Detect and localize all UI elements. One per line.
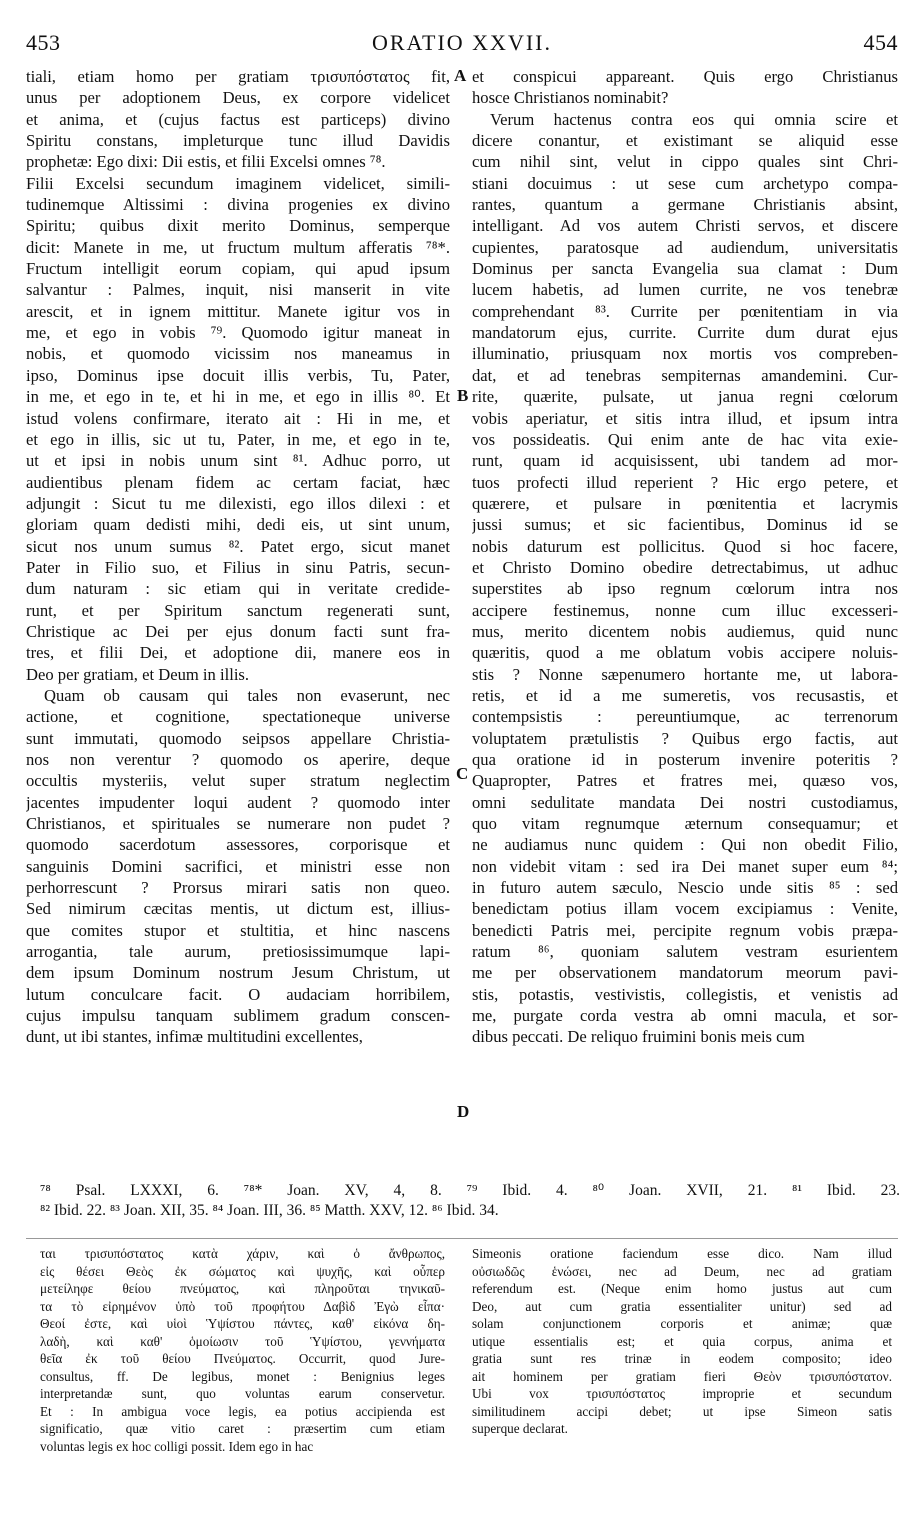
text-line: jacentes impudenter loqui audent ? quomodo inter: [26, 792, 450, 812]
text-line: lutum conculcare facit. O audaciam horribilem,: [26, 984, 450, 1004]
text-line: Quapropter, Patres et fratres mei, quæso vos,: [472, 771, 898, 791]
text-line: Quam ob causam qui tales non evaserunt, nec: [44, 685, 450, 705]
footnote-references: [40, 1181, 900, 1221]
text-line: runt, et per Spiritum sanctum regenerati sunt,: [26, 600, 450, 620]
text-line: quæritis, quod a me oblatum vobis accipere noluis-: [472, 643, 898, 663]
text-line: me per observationem mandatorum meorum pavi-: [472, 963, 898, 983]
text-line: tudinemque Altissimi : divina progenies ex divino: [26, 195, 450, 215]
text-line: Ubi vox τρισυπόστατος improprie et secundum: [472, 1386, 892, 1402]
text-line: ται τρισυπόστατος κατὰ χάριν, καὶ ὁ ἄνθρωπος,: [40, 1246, 445, 1261]
text-line: in me, et ego in te, et hi in me, et ego in illis ⁸⁰. Et: [26, 387, 450, 407]
text-line: Spiritu constans, impleturque tunc illud Davidis: [26, 131, 450, 151]
text-line: nos non verentur ? quomodo os aperire, deque: [26, 750, 450, 769]
text-line: Christianos, et spirituales se numerare non pudet ?: [26, 814, 450, 834]
text-line: arescit, et in ignem mittitur. Manete igitur vos in: [26, 301, 450, 321]
text-line: quærere, et pulsare in pœnitentia et lacrymis: [472, 493, 898, 513]
text-line: quo vitam regnumque æternum consequamur; et: [472, 814, 898, 834]
text-line: arrogantia, tale aurum, pretiosissimumque lapi-: [26, 942, 450, 962]
page-number-right: 454: [863, 30, 898, 55]
left-text-column: [26, 66, 450, 1048]
text-line: dem ipsum Dominum nostrum Jesum Christum, ut: [26, 963, 450, 983]
margin-marker-b: B: [457, 386, 469, 405]
text-line: perhorrescunt ? Prorsus mirari satis non queo.: [26, 878, 450, 898]
text-line: accipere festinemus, nonne cum illuc excesseri-: [472, 600, 898, 620]
text-line: omni sedulitate mandata Dei nostri custodiamus,: [472, 792, 898, 812]
text-line: retis, et id a me sumeretis, vos recusastis, et: [472, 685, 898, 705]
text-line: Deo per gratiam, et Deum in illis.: [26, 664, 250, 684]
text-line: consultus, ff. De legibus, monet : Benignius leges: [40, 1368, 445, 1384]
text-line: sanguinis Domini sacrifici, et ministri esse non: [26, 856, 450, 876]
text-line: voluptatem prætulistis ? Quibus ergo factis, aut: [472, 728, 898, 748]
notes-left-column: [40, 1245, 445, 1456]
text-line: utique essentialis est; et quia corpus, anima et: [472, 1333, 892, 1349]
text-line: Simeonis oratione faciendum esse dico. Nam illud: [472, 1246, 892, 1261]
text-line: Sed nimirum cæcitas mentis, ut dictum est, illius-: [26, 899, 450, 919]
text-line: lucem habetis, ad lumen currite, ne vos tenebræ: [472, 280, 898, 300]
text-line: contempsistis : pereuntiumque, ac terrenorum: [472, 707, 898, 727]
text-line: ne audiamus nunc quidem : Qui non obedit Filio,: [472, 835, 898, 855]
text-line: adjungit : Sicut tu me dilexisti, ego illos dilexi : et: [26, 493, 450, 513]
text-line: que comites stupor et stultitia, et hinc nascens: [26, 920, 450, 940]
notes-divider: [26, 1238, 898, 1239]
text-line: vobis aperiatur, et sitis intra illud, et ipsum intra: [472, 408, 898, 428]
text-line: significatio, quæ vitio caret : præsertim cum etiam: [40, 1421, 445, 1437]
text-line: stiani docuimus : ut sese cum archetypo compa-: [472, 173, 898, 193]
text-line: rantes, quantum a germane Christianis absint,: [472, 195, 898, 215]
text-line: λαδὴ, καὶ καθ' ὁμοίωσιν τοῦ Ὑψίστου, γεννήματα: [40, 1333, 445, 1349]
text-line: dicit: Manete in me, ut fructum multum afferatis ⁷⁸*.: [26, 237, 450, 257]
text-line: nobis, et quomodo vicissim nos maneamus in: [26, 344, 450, 364]
text-line: ⁷⁸ Psal. LXXXI, 6. ⁷⁸* Joan. XV, 4, 8. ⁷⁹ Ibid. 4. ⁸⁰ Joan. XVII, 21. ⁸¹ Ibid. 23.: [40, 1182, 900, 1199]
text-line: occultis mysteriis, velut super stratum neglectim: [26, 771, 450, 791]
text-line: mus, merito dicentem nobis audiemus, quid nunc: [472, 621, 898, 641]
text-line: jussi sumus; et sic facientibus, Dominus id se: [472, 515, 898, 535]
text-line: Fructum intelligit eorum copiam, qui apud ipsum: [26, 259, 450, 279]
text-line: dibus peccati. De reliquo fruimini bonis meis cum: [472, 1027, 805, 1047]
text-line: hosce Christianos nominabit?: [472, 88, 669, 108]
text-line: Θεοί ἐστε, καὶ υἱοὶ Ὑψίστου πάντες, καθ' εἰκόνα δη-: [40, 1316, 445, 1332]
page-number-left: 453: [26, 30, 61, 55]
text-line: cupientes, paratosque ad audiendum, universitatis: [472, 237, 898, 257]
text-line: audientibus plenam fidem ac certam faciat, hæc: [26, 472, 450, 492]
text-line: referendum est. (Neque enim homo justus aut cum: [472, 1281, 892, 1297]
text-line: similitudinem accipi debet; ut ipse Simeon satis: [472, 1403, 892, 1419]
text-line: Deo, aut cum gratia essentialiter unitur) sed ad: [472, 1298, 892, 1314]
text-line: qua oratione id in posterum invenire poteritis ?: [472, 750, 898, 769]
right-text-column: [472, 66, 898, 1048]
text-line: gratia sunt res trinæ in eodem composito; ideo: [472, 1351, 892, 1367]
text-line: benedicti Patris mei, percipite regnum vobis præpa-: [472, 920, 898, 940]
text-line: et ego in illis, sic ut tu, Pater, in me, et ego in te,: [26, 429, 450, 449]
text-line: dicere conantur, et existimant se aliquid esse: [472, 131, 898, 151]
text-line: et anima, et (cujus factus est particeps) divino: [26, 109, 450, 129]
text-line: Verum hactenus contra eos qui omnia scire et: [490, 109, 898, 129]
text-line: Pater in Filio suo, et Filius in sinu Patris, secun-: [26, 557, 450, 577]
text-line: benedictam potius illam vocem excipiamus : Venite,: [472, 899, 898, 919]
text-line: me, purgate corda vestra ab omni macula, et sor-: [472, 1006, 898, 1026]
text-line: Et : In ambigua voce legis, ea potius accipienda est: [40, 1403, 445, 1419]
text-line: ⁸² Ibid. 22. ⁸³ Joan. XII, 35. ⁸⁴ Joan. III, 36. ⁸⁵ Matth. XXV, 12. ⁸⁶ Ibid. 34.: [40, 1202, 499, 1219]
text-line: Christique ac Dei per ejus donum facti sunt fra-: [26, 621, 450, 641]
text-line: dat, et ad tenebras sempiternas amandemini. Cur-: [472, 365, 898, 385]
text-line: voluntas legis ex hoc colligi possit. Idem ego in hac: [40, 1439, 314, 1455]
text-line: intelligant. Ad vos autem Christi servos, et discere: [472, 216, 898, 236]
text-line: rite, quærite, pulsate, ut janua regni cœlorum: [472, 387, 898, 407]
text-line: μετείληφε θείου πνεύματος, καὶ πληροῦται τηνικαῦ-: [40, 1281, 445, 1297]
text-line: me, et ego in vobis ⁷⁹. Quomodo igitur maneat in: [26, 323, 450, 343]
notes-right-column: [472, 1245, 892, 1438]
text-line: θεῖα ἐκ τοῦ θείου Πνεύματος. Occurrit, quod Jure-: [40, 1351, 445, 1367]
text-line: stis, potastis, vestivistis, collegistis, et venistis ad: [472, 984, 898, 1004]
text-line: superque declarat.: [472, 1421, 568, 1437]
text-line: gloriam quam dedisti mihi, dedi eis, ut sint unum,: [26, 515, 450, 535]
text-line: actione, et cognitione, spectationeque universe: [26, 707, 450, 727]
text-line: Dominus per sancta Evangelia sua clamat : Dum: [472, 259, 898, 279]
text-line: dunt, ut ibi stantes, infimæ multitudini excellentes,: [26, 1027, 363, 1047]
margin-marker-d: D: [457, 1102, 470, 1121]
text-line: τα τὸ εἰρημένον ὑπὸ τοῦ προφήτου Δαβὶδ Ἐγὼ εἶπα·: [40, 1298, 445, 1314]
text-line: ipso, Dominus ipse docuit illis verbis, Tu, Pater,: [26, 365, 450, 385]
text-line: superstites ab ipso regnum cœlorum intra nos: [472, 579, 898, 599]
text-line: prophetæ: Ego dixi: Dii estis, et filii Excelsi omnes ⁷⁸.: [26, 152, 386, 172]
text-line: et conspicui appareant. Quis ergo Christianus: [472, 67, 898, 86]
text-line: cujus impulsu tanquam sublimem gradum conscen-: [26, 1006, 450, 1026]
text-line: cum nihil sint, velut in cippo quales sint Chri-: [472, 152, 898, 172]
text-line: Filii Excelsi secundum imaginem videlicet, simili-: [26, 173, 450, 193]
text-line: οὐσιωδῶς ἑνώσει, nec ad Deum, nec ad gratiam: [472, 1263, 892, 1279]
text-line: ait hominem per gratiam fieri Θεὸν τρισυπόστατον.: [472, 1368, 892, 1384]
margin-marker-c: C: [456, 764, 469, 783]
text-line: unus per adoptionem Deus, ex corpore videlicet: [26, 88, 450, 108]
text-line: ut et ipsi in nobis unum sint ⁸¹. Adhuc porro, ut: [26, 451, 450, 471]
text-line: vos possideatis. Qui enim ante de hac vita exie-: [472, 429, 898, 449]
text-line: comprehendant ⁸³. Currite per pœnitentiam in via: [472, 301, 898, 321]
text-line: salvantur : Palmes, inquit, nisi manserit in vite: [26, 280, 450, 300]
text-line: ratum ⁸⁶, quoniam salutem vestram esurientem: [472, 942, 898, 962]
text-line: dum naturam : sic etiam qui in veritate credide-: [26, 579, 450, 599]
text-line: sunt immutati, quomodo seipsos appellare Christia-: [26, 728, 450, 748]
text-line: istud volens confirmare, iterato ait : Hi in me, et: [26, 408, 450, 428]
text-line: runt, quam id acquisissent, ubi tandem ad mor-: [472, 451, 898, 471]
text-line: non videbit vitam : sed ira Dei manet super eum ⁸⁴;: [472, 856, 898, 876]
text-line: sicut nos unum sumus ⁸². Patet ergo, sicut manet: [26, 536, 450, 556]
text-line: solam conjunctionem corporis et animæ; quæ: [472, 1316, 892, 1332]
text-line: in futuro autem sæculo, Nescio unde sitis ⁸⁵ : sed: [472, 878, 898, 898]
margin-marker-a: A: [454, 66, 467, 85]
text-line: quomodo sacerdotum assessores, corporisque et: [26, 835, 450, 855]
text-line: interpretandæ sunt, quo voluntas earum conservetur.: [40, 1386, 445, 1402]
text-line: illuminatio, priusquam nox mortis vos compreben-: [472, 344, 898, 364]
text-line: nobis daturum est pollicitus. Quod si hoc facere,: [472, 536, 898, 556]
page-header: [26, 30, 898, 64]
text-line: tres, et filii Dei, et adoptione dii, manere eos in: [26, 643, 450, 663]
text-line: tiali, etiam homo per gratiam τρισυπόστατος fit,: [26, 67, 450, 86]
text-line: mandatorum ejus, currite. Currite dum durat ejus: [472, 323, 898, 343]
running-title: ORATIO XXVII.: [372, 30, 552, 55]
text-line: et Christo Domino obedire detrectabimus, ut adhuc: [472, 557, 898, 577]
text-line: tuos profecti illud reperient ? Hic ergo petere, et: [472, 472, 898, 492]
text-line: Spiritu; quibus dixit merito Dominus, semperque: [26, 216, 450, 236]
text-line: εἰς θέσει Θεὸς ἐκ σώματος καὶ ψυχῆς, καὶ οὗπερ: [40, 1263, 445, 1279]
text-line: stis ? Nonne sæpenumero hortante me, ut labora-: [472, 664, 898, 684]
